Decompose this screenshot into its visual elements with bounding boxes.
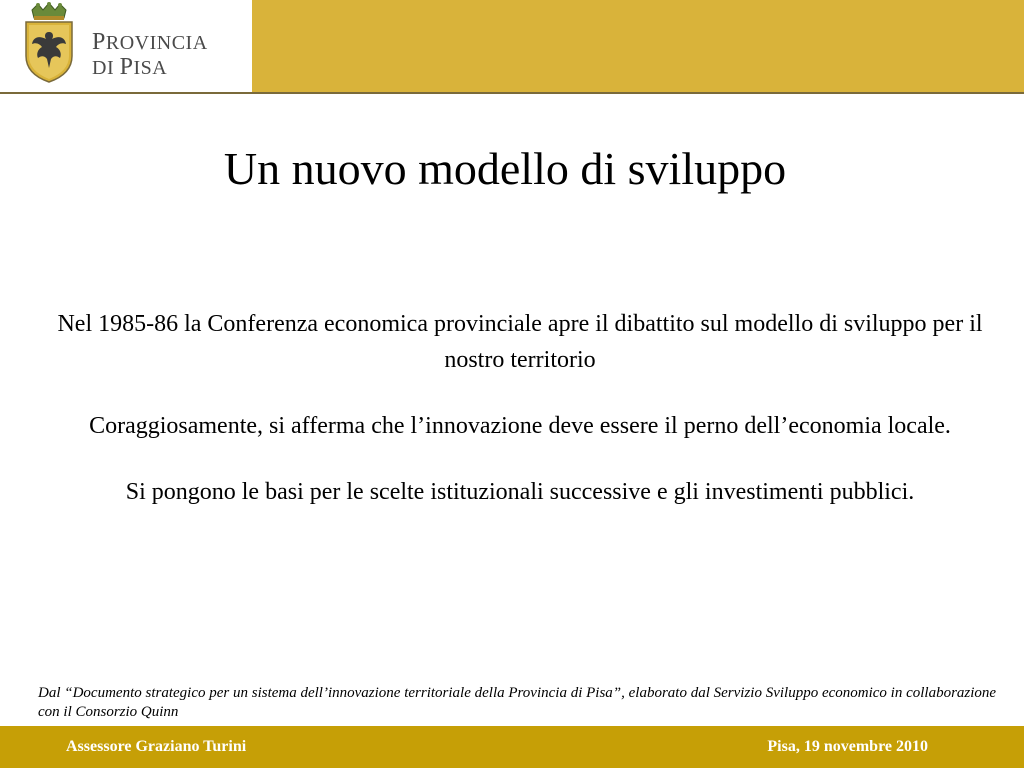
- brand-line-2-rest: ISA: [133, 57, 168, 79]
- header-gold-band: [252, 0, 1024, 92]
- paragraph-2: Coraggiosamente, si afferma che l’innovazione deve essere il perno dell’economia locale.: [89, 413, 951, 439]
- footer-bar: [0, 726, 1024, 768]
- header-divider: [0, 92, 1024, 94]
- provincia-di-pisa-crest-icon: [18, 2, 80, 84]
- brand-name: [92, 30, 208, 80]
- footer-author: Assessore Graziano Turini: [66, 738, 247, 755]
- paragraph-3: Si pongono le basi per le scelte istituzionali successive e gli investimenti pubblici.: [125, 479, 915, 505]
- header: [0, 0, 1024, 94]
- brand-line-2: [92, 55, 208, 80]
- slide-body: [50, 306, 990, 510]
- brand-line-1-rest: ROVINCIA: [105, 32, 208, 54]
- slide-title: Un nuovo modello di sviluppo: [223, 143, 787, 194]
- brand-line-2-pre: DI: [92, 57, 120, 79]
- brand-line-1: [92, 30, 208, 55]
- logo-area: [0, 0, 252, 92]
- source-note: Dal “Documento strategico per un sistema dell’innovazione territoriale della Provincia di Pisa”, elaborato dal Servizio Sviluppo economico in collaborazione con il Consorzio Quinn: [38, 685, 997, 720]
- footer-date: Pisa, 19 novembre 2010: [767, 738, 928, 755]
- brand-line-2-cap: P: [119, 54, 134, 80]
- paragraph-1: Nel 1985-86 la Conferenza economica provinciale apre il dibattito sul modello di sviluppo per il nostro territorio: [57, 311, 983, 373]
- brand-line-1-cap: P: [92, 29, 106, 55]
